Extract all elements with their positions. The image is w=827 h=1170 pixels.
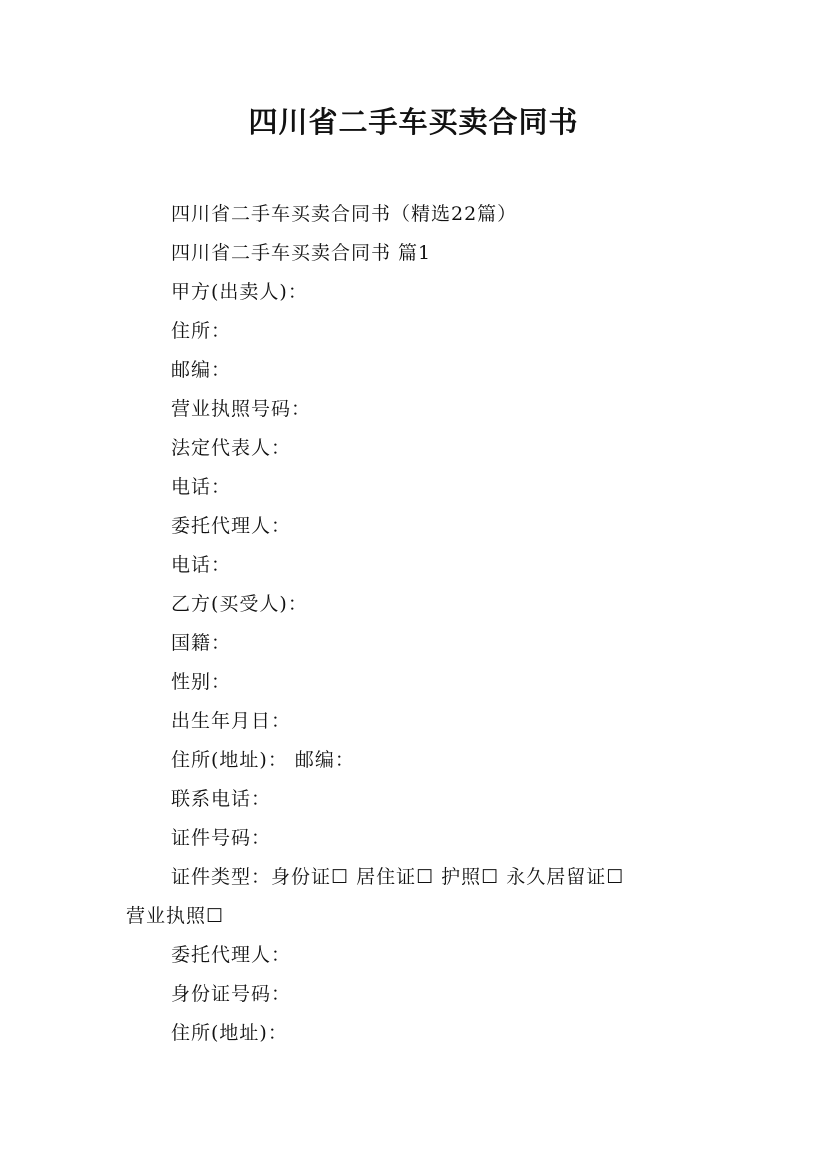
party-b-gender-field: 性别： (171, 671, 232, 693)
party-b-birthdate-field: 出生年月日： (171, 710, 292, 732)
party-a-heading: 甲方(出卖人)： (171, 281, 308, 303)
party-b-id-number-field: 证件号码： (171, 827, 272, 849)
subtitle-line: 四川省二手车买卖合同书（精选22篇） (171, 203, 518, 225)
party-b-id-type-field: 证件类型：身份证☐ 居住证☐ 护照☐ 永久居留证☐ (171, 866, 625, 888)
party-a-legal-rep-field: 法定代表人： (171, 437, 292, 459)
party-b-nationality-field: 国籍： (171, 632, 232, 654)
party-b-phone-field: 联系电话： (171, 788, 272, 810)
party-b-heading: 乙方(买受人)： (171, 593, 308, 615)
party-a-agent-field: 委托代理人： (171, 515, 292, 537)
party-a-phone-field: 电话： (171, 476, 232, 498)
document-body (126, 195, 726, 1053)
party-b-agent-address-field: 住所(地址)： (171, 1022, 288, 1044)
party-a-address-field: 住所： (171, 320, 232, 342)
party-b-agent-field: 委托代理人： (171, 944, 292, 966)
document-title: 四川省二手车买卖合同书 (248, 105, 579, 139)
party-b-address-field: 住所(地址)： 邮编： (171, 749, 355, 771)
party-b-id-type-continued: 营业执照☐ (126, 905, 225, 927)
party-a-license-field: 营业执照号码： (171, 398, 312, 420)
party-b-agent-id-field: 身份证号码： (171, 983, 292, 1005)
party-a-postcode-field: 邮编： (171, 359, 232, 381)
party-a-agent-phone-field: 电话： (171, 554, 232, 576)
section-heading: 四川省二手车买卖合同书 篇1 (171, 242, 432, 264)
